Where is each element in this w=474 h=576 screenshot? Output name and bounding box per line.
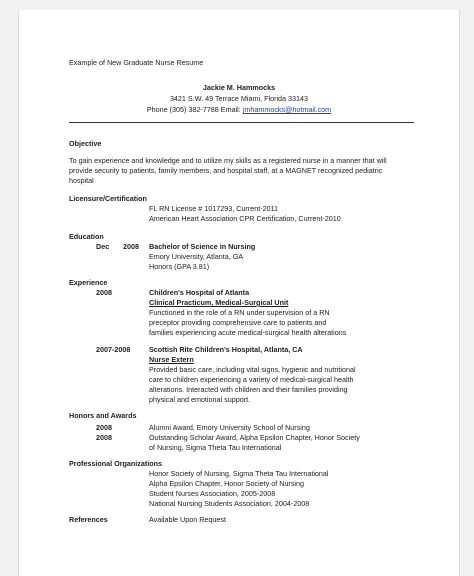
job-description-line: care to children experiencing a variety of medical-surgical health (149, 375, 354, 384)
education-school: Emory University, Atlanta, GA (149, 252, 244, 261)
education-heading: Education (69, 232, 104, 241)
objective-heading: Objective (69, 139, 102, 148)
objective-line: To gain experience and knowledge and to utilize my skills as a registered nurse in a manner that will (69, 156, 387, 165)
education-honors: Honors (GPA 3.81) (149, 262, 210, 271)
candidate-name: Jackie M. Hammocks (202, 83, 276, 92)
honor-year: 2008 (96, 423, 112, 432)
job-role: Clinical Practicum, Medical-Surgical Unit (149, 298, 289, 307)
resume-page (18, 10, 460, 576)
candidate-address: 3421 S.W. 49 Terrace Miami, Florida 33143 (169, 94, 309, 103)
honor-year: 2008 (96, 433, 112, 442)
honors-heading: Honors and Awards (69, 411, 137, 420)
organization-line: National Nursing Students Association, 2004-2008 (149, 499, 310, 508)
organization-line: Honor Society of Nursing, Sigma Theta Tau International (149, 469, 329, 478)
header-divider (69, 122, 414, 123)
job-description-line: families experiencing acute medical-surgical health alterations (149, 328, 347, 337)
experience-heading: Experience (69, 278, 108, 287)
contact-line (19, 105, 459, 114)
organizations-heading: Professional Organizations (69, 459, 163, 468)
honor-text: of Nursing, Sigma Theta Tau International (149, 443, 282, 452)
job-description-line: Functioned in the role of a RN under supervision of a RN (149, 308, 330, 317)
job-date: 2008 (96, 288, 112, 297)
licensure-heading: Licensure/Certification (69, 194, 147, 203)
job-employer: Scottish Rite Children's Hospital, Atlanta, CA (149, 345, 303, 354)
licensure-line: FL RN License # 1017293, Current-2011 (149, 204, 279, 213)
job-description-line: Provided basic care, including vital signs, hygienic and nutritional (149, 365, 356, 374)
references-heading: References (69, 515, 108, 524)
job-date: 2007-2008 (96, 345, 131, 354)
job-description-line: alterations. Interacted with children and their families providing (149, 385, 348, 394)
education-year: 2008 (123, 242, 139, 251)
organization-line: Alpha Epsilon Chapter, Honor Society of Nursing (149, 479, 305, 488)
objective-line: provide security to patients, family members, and hospital staff, at a MAGNET recognized pediatric (69, 166, 383, 175)
references-text: Available Upon Request (149, 515, 226, 524)
document-title: Example of New Graduate Nurse Resume (69, 58, 204, 67)
honor-text: Alumni Award, Emory University School of Nursing (149, 423, 310, 432)
job-role: Nurse Extern (149, 355, 194, 364)
objective-line: hospital (69, 176, 94, 185)
phone-text: Phone (305) 382-7788 Email: (146, 105, 243, 114)
job-employer: Children's Hospital of Atlanta (149, 288, 250, 297)
organization-line: Student Nurses Association, 2005-2008 (149, 489, 276, 498)
licensure-line: American Heart Association CPR Certification, Current-2010 (149, 214, 341, 223)
job-description-line: physical and emotional support. (149, 395, 251, 404)
honor-text: Outstanding Scholar Award, Alpha Epsilon Chapter, Honor Society (149, 433, 360, 442)
education-month: Dec (96, 242, 110, 251)
job-description-line: preceptor providing comprehensive care to patients and (149, 318, 327, 327)
education-degree: Bachelor of Science in Nursing (149, 242, 256, 251)
email-link[interactable]: jmhammocks@hotmail.com (242, 105, 332, 114)
